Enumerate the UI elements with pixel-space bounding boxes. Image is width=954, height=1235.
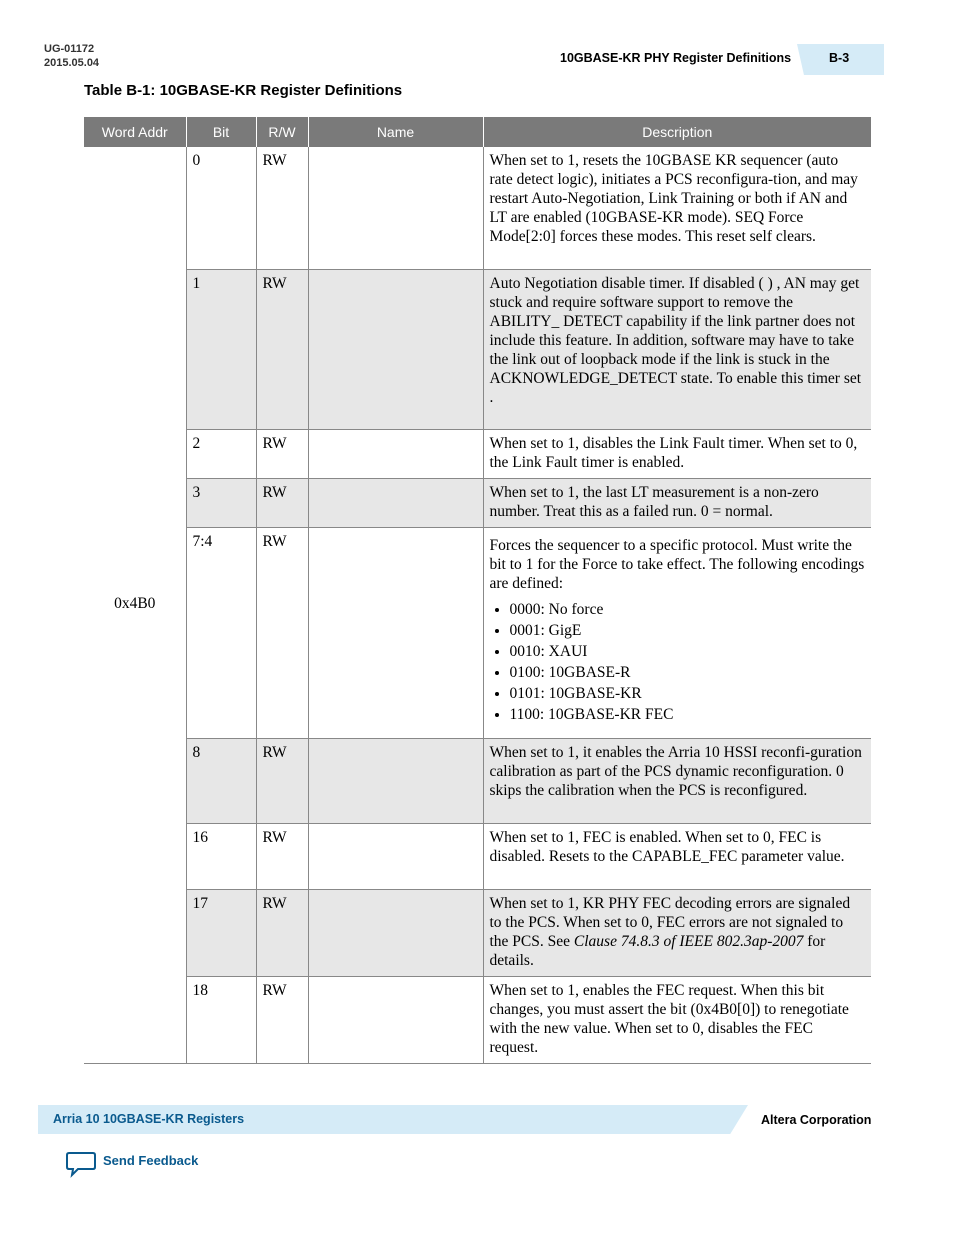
bit-cell: 0 [186,147,256,269]
bit-cell: 3 [186,478,256,527]
description-text-end: for details. [489,932,826,969]
description-cell: When set to 1, the last LT measurement is a non-zero number. Treat this as a failed run. 0 = normal. [483,478,871,527]
table-row [84,147,871,269]
bit-cell: 2 [186,429,256,478]
name-cell [308,527,483,738]
rw-cell: RW [256,976,308,1063]
name-cell [308,976,483,1063]
encoding-list [490,599,866,725]
description-text: When set to 1, KR PHY FEC decoding errors are signaled to the PCS. When set to 0, FEC errors are not signaled to the PCS. See [489,894,851,950]
document-id [44,42,99,70]
list-item: • 1100: 10GBASE-KR FEC [510,704,866,725]
rw-cell: RW [256,147,308,269]
doc-number: UG-01172 [44,43,95,55]
doc-date: 2015.05.04 [44,57,100,69]
list-item: • 0000: No force [510,599,866,620]
footer-company: Altera Corporation [761,1113,872,1127]
speech-bubble-icon[interactable] [66,1150,96,1178]
rw-cell: RW [256,823,308,889]
name-cell [308,889,483,976]
name-cell [308,478,483,527]
description-cell [483,889,871,976]
bit-cell: 8 [186,738,256,823]
table-row [84,738,871,823]
clause-reference: Clause 74.8.3 of IEEE 802.3ap-2007 [573,932,804,950]
description-cell: When set to 1, enables the FEC request. When this bit changes, you must assert the bit (0x4B0[0]) to renegotiate with the new value. When set to 0, disables the FEC request. [483,976,871,1063]
list-item: • 0010: XAUI [510,641,866,662]
rw-cell: RW [256,889,308,976]
rw-cell: RW [256,269,308,429]
list-item: • 0100: 10GBASE-R [510,662,866,683]
name-cell [308,147,483,269]
list-item: • 0001: GigE [510,620,866,641]
table-row [84,823,871,889]
register-table [84,117,871,1064]
table-row [84,269,871,429]
table-row [84,429,871,478]
description-cell: Auto Negotiation disable timer. If disabled ( ) , AN may get stuck and require software support to remove the ABILITY_ DETECT capability if the link partner does not include this feature. In addition, software may have to take the link out of loopback mode if the link is stuck in the ACKNOWLEDGE_DETECT state. To enable this timer set . [483,269,871,429]
name-cell [308,823,483,889]
section-title: 10GBASE-KR PHY Register Definitions [560,51,792,65]
description-cell: When set to 1, disables the Link Fault timer. When set to 0, the Link Fault timer is enabled. [483,429,871,478]
send-feedback-link[interactable]: Send Feedback [103,1153,199,1168]
description-text: Forces the sequencer to a specific protocol. Must write the bit to 1 for the Force to take effect. The following encodings are defined: [489,536,865,592]
description-cell [483,527,871,738]
col-header-bit: Bit [186,117,256,147]
col-header-rw: R/W [256,117,308,147]
name-cell [308,738,483,823]
col-header-description: Description [483,117,871,147]
word-addr-cell: 0x4B0 [84,147,186,1063]
name-cell [308,429,483,478]
bit-cell: 16 [186,823,256,889]
list-item: • 0101: 10GBASE-KR [510,683,866,704]
bit-cell: 18 [186,976,256,1063]
rw-cell: RW [256,527,308,738]
col-header-word-addr: Word Addr [84,117,186,147]
bit-cell: 7:4 [186,527,256,738]
description-cell: When set to 1, it enables the Arria 10 HSSI reconfi-guration calibration as part of the PCS dynamic reconfiguration. 0 skips the calibration when the PCS is reconfigured. [483,738,871,823]
description-cell: When set to 1, FEC is enabled. When set to 0, FEC is disabled. Resets to the CAPABLE_FEC parameter value. [483,823,871,889]
col-header-name: Name [308,117,483,147]
bit-cell: 1 [186,269,256,429]
table-row [84,889,871,976]
table-header-row [84,117,871,147]
rw-cell: RW [256,429,308,478]
bit-cell: 17 [186,889,256,976]
table-row [84,976,871,1063]
description-cell: When set to 1, resets the 10GBASE KR sequencer (auto rate detect logic), initiates a PCS reconfigura-tion, and may restart Auto-Negotiation, Link Training or both if AN and LT are enabled (10GBASE-KR mode). SEQ Force Mode[2:0] forces these modes. This reset self clears. [483,147,871,269]
name-cell [308,269,483,429]
rw-cell: RW [256,478,308,527]
table-row [84,478,871,527]
table-row [84,527,871,738]
page-number: B-3 [829,51,850,65]
footer-section-link[interactable]: Arria 10 10GBASE-KR Registers [53,1112,245,1126]
rw-cell: RW [256,738,308,823]
table-title: Table B-1: 10GBASE-KR Register Definitions [84,82,403,99]
